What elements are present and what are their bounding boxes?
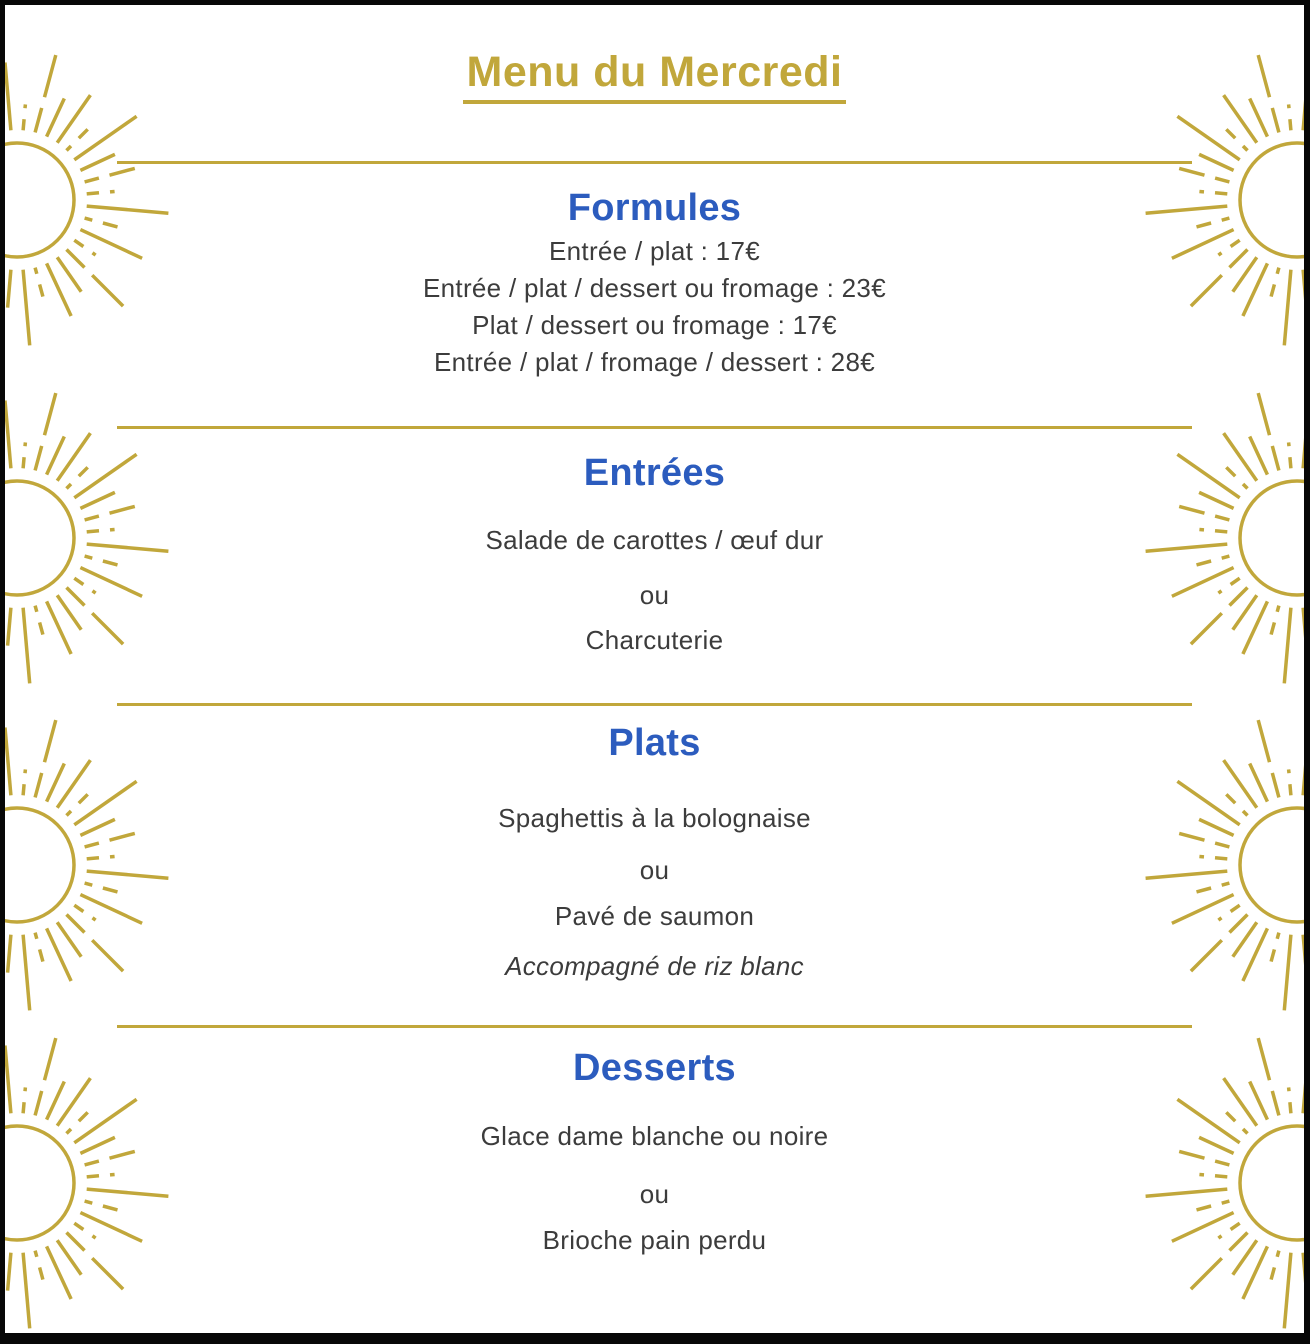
- section-divider: [117, 161, 1192, 164]
- page-title: [5, 48, 1304, 104]
- menu-item-note: Accompagné de riz blanc: [505, 951, 804, 981]
- section-heading-desserts: Desserts: [573, 1047, 736, 1089]
- menu-item: Entrée / plat / fromage / dessert : 28€: [434, 347, 875, 377]
- menu-item-separator: ou: [639, 855, 670, 885]
- section-divider: [117, 1025, 1192, 1028]
- menu-item: Plat / dessert ou fromage : 17€: [472, 310, 837, 340]
- section-heading-formules: Formules: [567, 187, 742, 229]
- section-heading-plats: Plats: [608, 722, 701, 764]
- menu-item: Spaghettis à la bolognaise: [498, 803, 811, 833]
- menu-item: Charcuterie: [585, 625, 724, 655]
- menu-item: Salade de carottes / œuf dur: [485, 525, 824, 555]
- section-divider: [117, 703, 1192, 706]
- section-divider: [117, 426, 1192, 429]
- menu-item: Entrée / plat : 17€: [549, 236, 760, 266]
- menu-item: Glace dame blanche ou noire: [480, 1121, 829, 1151]
- menu-item: Pavé de saumon: [554, 901, 755, 931]
- menu-item: Brioche pain perdu: [542, 1225, 767, 1255]
- menu-item: Entrée / plat / dessert ou fromage : 23€: [423, 273, 886, 303]
- menu-item-separator: ou: [639, 1179, 670, 1209]
- menu-item-separator: ou: [639, 580, 670, 610]
- section-heading-entrees: Entrées: [583, 452, 726, 494]
- page-title-text: Menu du Mercredi: [463, 51, 847, 104]
